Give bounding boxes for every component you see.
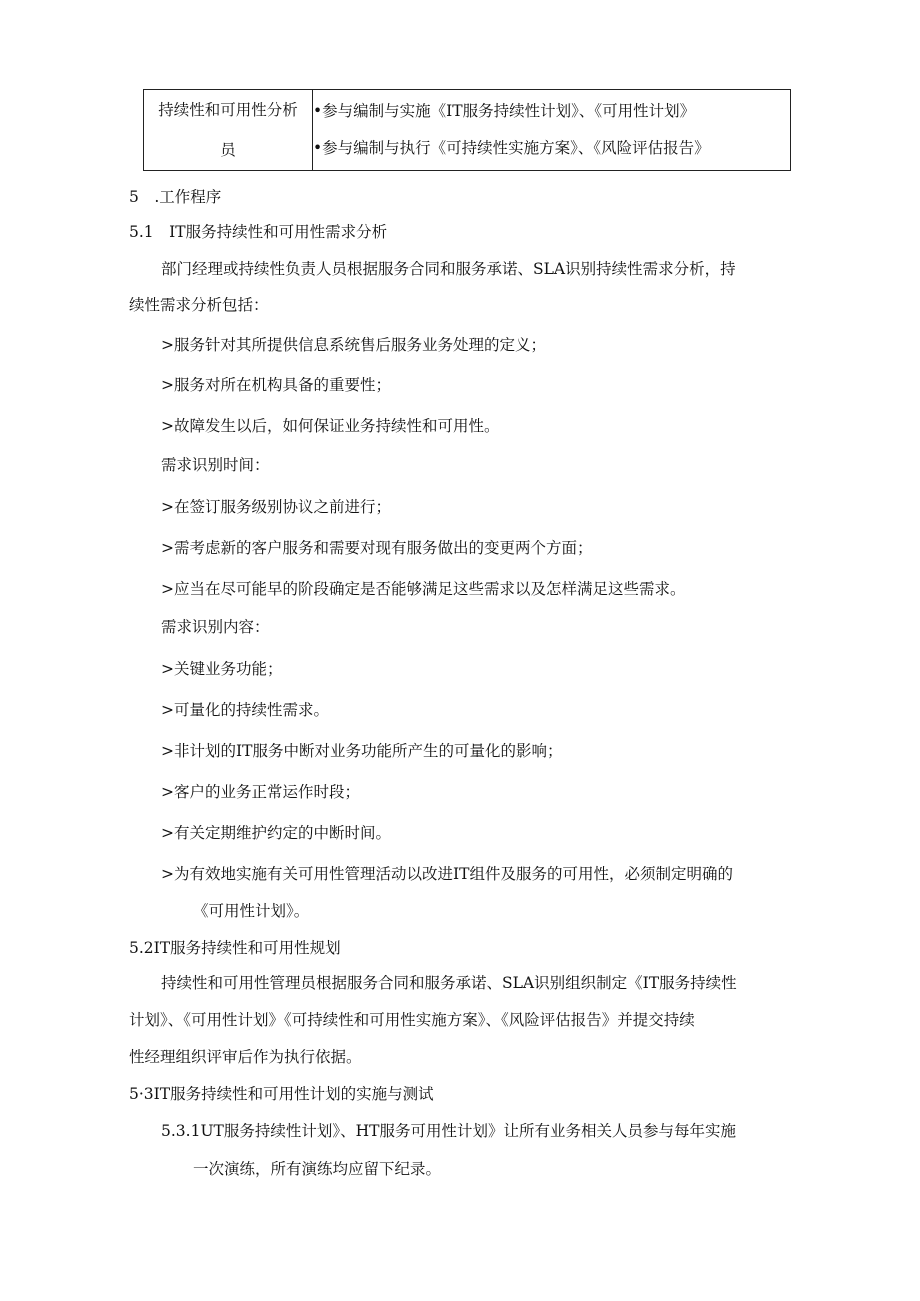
section-5-2-heading: 5.2IT服务持续性和可用性规划 xyxy=(129,939,341,957)
planning-paragraph-line2: 计划》、《可用性计划》《可持续性和可用性实施方案》、《风险评估报告》并提交持续 xyxy=(129,1011,695,1029)
list-item: >服务对所在机构具备的重要性； xyxy=(161,376,391,394)
list-item: >需考虑新的客户服务和需要对现有服务做出的变更两个方面； xyxy=(161,539,593,557)
role-name-line2: 员 xyxy=(220,141,236,159)
list-item-long-line1: >为有效地实施有关可用性管理活动以改进IT组件及服务的可用性，必须制定明确的 xyxy=(161,865,733,883)
planning-paragraph-line3: 性经理组织评审后作为执行依据。 xyxy=(129,1048,362,1066)
role-duties-cell xyxy=(313,90,791,171)
table-row xyxy=(144,90,791,171)
list-item: >客户的业务正常运作时段； xyxy=(161,783,360,801)
section-5-1-heading: 5.1 IT服务持续性和可用性需求分析 xyxy=(129,223,388,241)
test-item-line2: 一次演练，所有演练均应留下纪录。 xyxy=(193,1160,442,1178)
list-item: >故障发生以后，如何保证业务持续性和可用性。 xyxy=(161,417,500,435)
section-5-3-heading: 5·3IT服务持续性和可用性计划的实施与测试 xyxy=(129,1085,434,1103)
list-item: >服务针对其所提供信息系统售后服务业务处理的定义； xyxy=(161,336,546,354)
list-item: >应当在尽可能早的阶段确定是否能够满足这些需求以及怎样满足这些需求。 xyxy=(161,580,686,598)
list-item: >非计划的IT服务中断对业务功能所产生的可量化的影响； xyxy=(161,742,563,760)
section-5-heading: 5 .工作程序 xyxy=(129,188,222,206)
planning-paragraph-line1: 持续性和可用性管理员根据服务合同和服务承诺、SLA识别组织制定《IT服务持续性 xyxy=(161,974,737,992)
test-item-line1: 5.3.1UT服务持续性计划》、HT服务可用性计划》让所有业务相关人员参与每年实施 xyxy=(161,1122,736,1140)
list-item-long-line2: 《可用性计划》。 xyxy=(193,902,310,920)
intro-paragraph-line1: 部门经理或持续性负责人员根据服务合同和服务承诺、SLA识别持续性需求分析，持 xyxy=(161,260,736,278)
intro-paragraph-line2: 续性需求分析包括： xyxy=(129,296,269,314)
list-item: >关键业务功能； xyxy=(161,660,283,678)
list-item: >在签订服务级别协议之前进行； xyxy=(161,498,391,516)
list-item: >可量化的持续性需求。 xyxy=(161,701,329,719)
roles-table xyxy=(143,89,791,171)
duty-item: •参与编制与执行《可持续性实施方案》、《风险评估报告》 xyxy=(313,139,710,157)
duty-item: •参与编制与实施《IT服务持续性计划》、《可用性计划》 xyxy=(313,102,696,120)
list-item: >有关定期维护约定的中断时间。 xyxy=(161,824,391,842)
role-name-line1: 持续性和可用性分析 xyxy=(158,101,298,119)
time-label: 需求识别时间： xyxy=(161,456,270,474)
role-name-cell xyxy=(144,90,313,171)
content-label: 需求识别内容： xyxy=(161,618,270,636)
